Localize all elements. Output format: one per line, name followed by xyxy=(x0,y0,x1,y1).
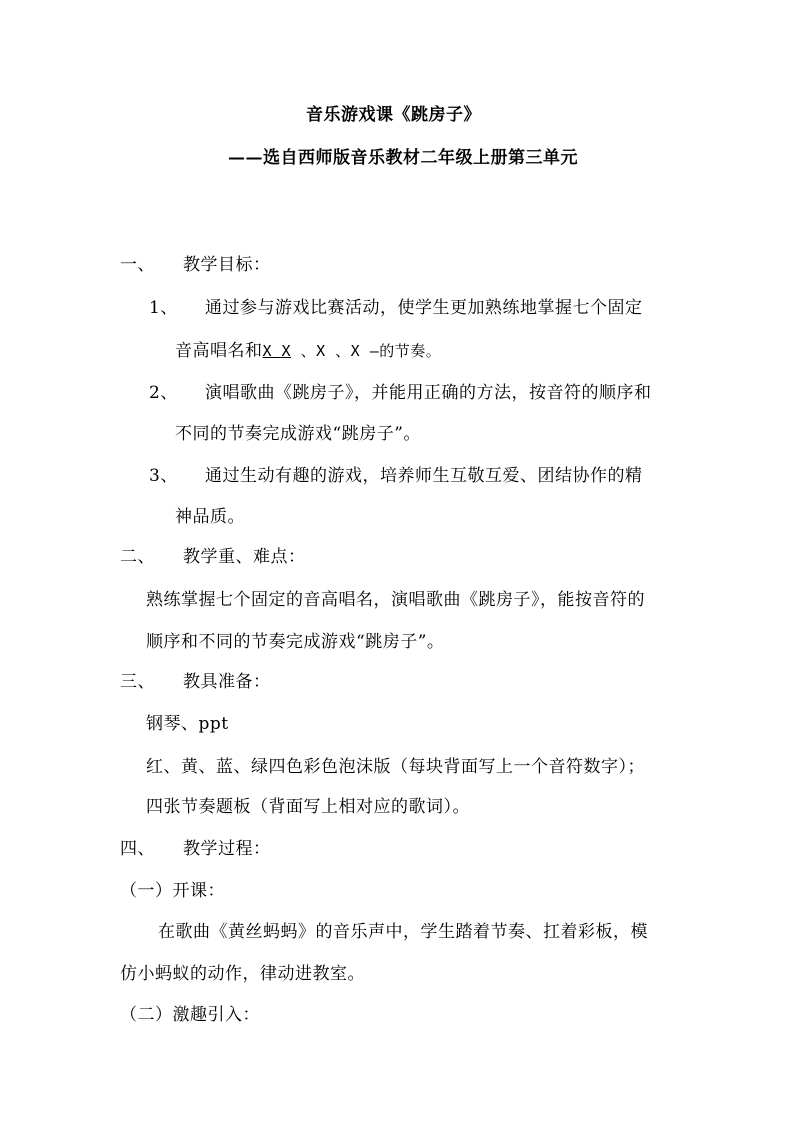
section-1-heading xyxy=(120,254,271,276)
objective-1-line1: 通过参与游戏比赛活动，使学生更加熟练地掌握七个固定 xyxy=(205,298,643,318)
objective-2-line1: 演唱歌曲《跳房子》，并能用正确的方法，按音符的顺序和 xyxy=(205,383,652,403)
section-3-line1: 钢琴、ppt xyxy=(146,714,229,734)
subsection-2-heading: （二）激趣引入： xyxy=(120,1005,260,1025)
subsection-1-line1: 在歌曲《黄丝蚂蚂》的音乐声中，学生踏着节奏、扛着彩板，模 xyxy=(158,922,648,942)
objective-2-line2: 不同的节奏完成游戏“跳房子”。 xyxy=(175,424,421,444)
section-2-heading xyxy=(120,546,306,568)
section-3-line2: 红、黄、蓝、绿四色彩色泡沫版（每块背面写上一个音符数字）； xyxy=(146,757,645,777)
rhythm-rest: 、X 、X —的节奏。 xyxy=(291,342,442,360)
section-2-line1: 熟练掌握七个固定的音高唱名，演唱歌曲《跳房子》，能按音符的 xyxy=(146,590,645,610)
subsection-1-heading: （一）开课： xyxy=(120,881,225,901)
objective-3-num: 3、 xyxy=(149,466,178,486)
section-title: 教学重、难点： xyxy=(183,547,306,567)
section-number: 二、 xyxy=(120,547,155,567)
objective-1-num: 1、 xyxy=(149,298,178,318)
rhythm-xx: X X xyxy=(262,342,292,360)
subsection-1-line2: 仿小蚂蚁的动作，律动进教室。 xyxy=(120,964,365,984)
section-3-line3: 四张节奏题板（背面写上相对应的歌词）。 xyxy=(146,797,470,817)
section-title: 教学目标： xyxy=(183,255,271,275)
section-3-heading xyxy=(120,671,271,693)
document-title: 音乐游戏课《跳房子》 xyxy=(306,105,481,125)
section-number: 四、 xyxy=(120,839,155,859)
section-4-heading xyxy=(120,838,271,860)
objective-3-line1: 通过生动有趣的游戏，培养师生互敬互爱、团结协作的精 xyxy=(205,466,643,486)
section-2-line2: 顺序和不同的节奏完成游戏“跳房子”。 xyxy=(146,632,445,652)
section-number: 三、 xyxy=(120,672,155,692)
objective-3-line2: 神品质。 xyxy=(175,507,245,527)
section-title: 教学过程： xyxy=(183,839,271,859)
objective-1-text: 音高唱名和 xyxy=(175,341,263,361)
section-number: 一、 xyxy=(120,255,155,275)
objective-2-num: 2、 xyxy=(149,383,178,403)
section-title: 教具准备： xyxy=(183,672,271,692)
objective-1-line2 xyxy=(175,340,441,362)
document-subtitle: ——选自西师版音乐教材二年级上册第三单元 xyxy=(228,148,578,168)
